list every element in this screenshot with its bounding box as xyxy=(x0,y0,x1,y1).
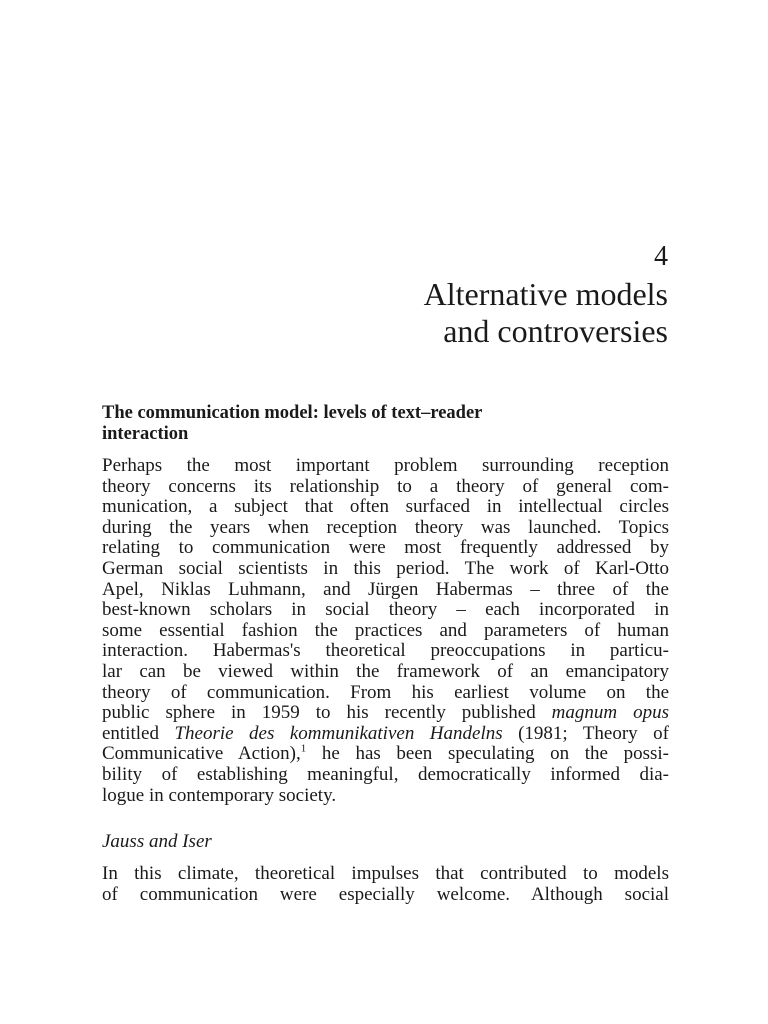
text-line: some essential fashion the practices and parameters of human xyxy=(102,619,669,641)
text-line: theory concerns its relationship to a theory of general com- xyxy=(102,475,669,497)
text-line: during the years when reception theory was launched. Topics xyxy=(102,516,669,538)
text-line: Apel, Niklas Luhmann, and Jürgen Habermas – three of the xyxy=(102,578,669,600)
text-line: best-known scholars in social theory – each incorporated in xyxy=(102,599,669,621)
chapter-title xyxy=(424,276,668,350)
chapter-title-line: Alternative models xyxy=(423,276,668,312)
chapter-number: 4 xyxy=(654,241,668,272)
text-line xyxy=(102,724,669,745)
text-run: entitled xyxy=(102,722,175,744)
text-line: bility of establishing meaningful, democratically informed dia- xyxy=(102,763,669,785)
text-line: German social scientists in this period. The work of Karl-Otto xyxy=(102,557,669,579)
text-line: Perhaps the most important problem surrounding reception xyxy=(102,455,669,476)
italic-title: Theorie des kommunikativen Handelns xyxy=(174,722,503,744)
text-line: In this climate, theoretical impulses that contributed to models xyxy=(102,863,669,884)
text-line xyxy=(102,703,669,724)
text-run: (1981; Theory of xyxy=(502,722,669,744)
text-line: munication, a subject that often surfaced in intellectual circles xyxy=(102,496,669,518)
footnote-marker[interactable]: 1 xyxy=(300,742,307,755)
body-paragraph xyxy=(102,456,669,806)
text-run: public sphere in 1959 to his recently published xyxy=(102,702,552,724)
text-line: lar can be viewed within the framework of an emancipatory xyxy=(102,660,669,682)
section-heading-line: The communication model: levels of text–reader xyxy=(102,403,483,423)
text-line: theory of communication. From his earliest volume on the xyxy=(102,681,669,703)
italic-term: magnum opus xyxy=(551,702,669,724)
chapter-title-line: and controversies xyxy=(443,313,668,349)
text-line xyxy=(102,744,669,765)
subsection-heading: Jauss and Iser xyxy=(102,831,212,852)
text-line: of communication were especially welcome. Although social xyxy=(102,883,669,905)
text-run: he has been speculating on the possi- xyxy=(306,743,669,765)
text-line: logue in contemporary society. xyxy=(102,784,337,806)
chapter-heading xyxy=(424,240,668,350)
text-line: interaction. Habermas's theoretical preoccupations in particu- xyxy=(102,640,669,662)
text-run: Communicative Action), xyxy=(102,743,301,765)
text-line: relating to communication were most frequently addressed by xyxy=(102,537,669,559)
body-paragraph xyxy=(102,864,669,905)
section-heading-line: interaction xyxy=(102,424,189,444)
section-heading xyxy=(102,403,662,445)
